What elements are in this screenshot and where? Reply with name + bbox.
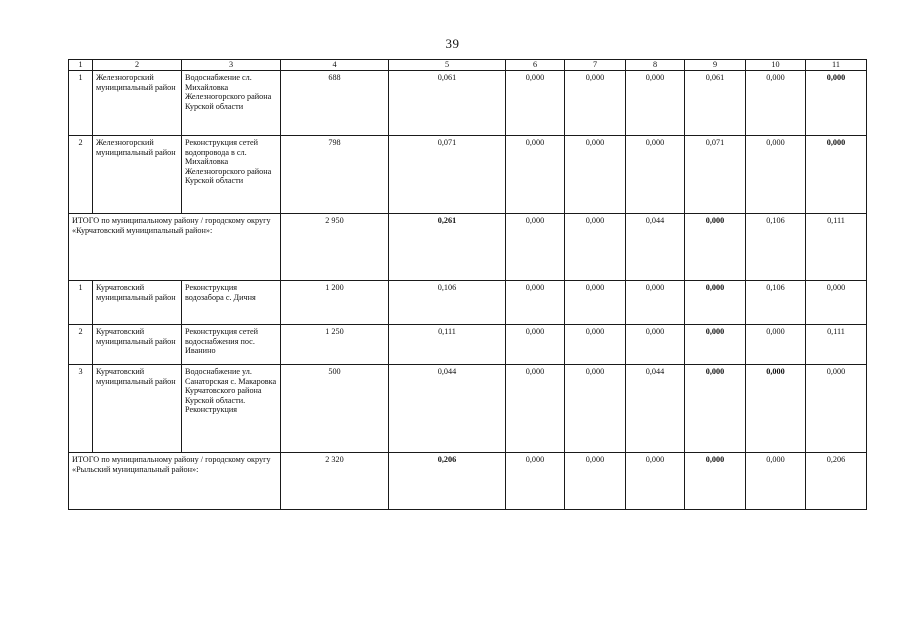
value-cell: 0,000 — [626, 325, 685, 365]
value-cell: 0,000 — [746, 71, 806, 136]
value-cell: 0,000 — [565, 214, 626, 281]
value-cell: 0,000 — [685, 214, 746, 281]
row-index: 2 — [69, 136, 93, 214]
district-cell: Курчатовский муниципальный район — [93, 325, 182, 365]
column-header: 10 — [746, 60, 806, 71]
column-header: 7 — [565, 60, 626, 71]
value-cell: 1 250 — [281, 325, 389, 365]
value-cell: 798 — [281, 136, 389, 214]
value-cell: 0,000 — [506, 365, 565, 453]
value-cell: 0,261 — [389, 214, 506, 281]
project-cell: Водоснабжение сл. Михайловка Железногорского района Курской области — [182, 71, 281, 136]
value-cell: 0,111 — [806, 214, 867, 281]
table-row — [69, 325, 867, 365]
value-cell: 0,000 — [506, 214, 565, 281]
value-cell: 0,000 — [806, 71, 867, 136]
value-cell: 0,000 — [806, 281, 867, 325]
table-row — [69, 71, 867, 136]
row-index: 2 — [69, 325, 93, 365]
funding-table — [68, 59, 867, 510]
project-cell: Реконструкция водозабора с. Дичня — [182, 281, 281, 325]
column-header: 11 — [806, 60, 867, 71]
value-cell: 0,000 — [506, 281, 565, 325]
value-cell: 0,000 — [506, 453, 565, 510]
district-cell: Курчатовский муниципальный район — [93, 365, 182, 453]
value-cell: 0,000 — [565, 71, 626, 136]
value-cell: 1 200 — [281, 281, 389, 325]
column-header: 8 — [626, 60, 685, 71]
total-label: ИТОГО по муниципальному району / городскому округу «Курчатовский муниципальный район»: — [69, 214, 281, 281]
value-cell: 0,206 — [389, 453, 506, 510]
value-cell: 0,000 — [806, 365, 867, 453]
value-cell: 0,000 — [806, 136, 867, 214]
value-cell: 0,000 — [746, 365, 806, 453]
value-cell: 0,000 — [565, 136, 626, 214]
value-cell: 0,000 — [565, 365, 626, 453]
page-number: 39 — [445, 36, 460, 51]
column-header: 4 — [281, 60, 389, 71]
row-index: 1 — [69, 281, 93, 325]
district-cell: Железногорский муниципальный район — [93, 136, 182, 214]
value-cell: 0,106 — [746, 281, 806, 325]
value-cell: 0,044 — [626, 365, 685, 453]
value-cell: 0,000 — [746, 325, 806, 365]
project-cell: Реконструкция сетей водопровода в сл. Михайловка Железногорского района Курской области — [182, 136, 281, 214]
value-cell: 0,061 — [389, 71, 506, 136]
value-cell: 0,061 — [685, 71, 746, 136]
column-header: 5 — [389, 60, 506, 71]
total-row — [69, 214, 867, 281]
value-cell: 0,071 — [389, 136, 506, 214]
value-cell: 0,044 — [626, 214, 685, 281]
project-cell: Реконструкция сетей водоснабжения пос. Иванино — [182, 325, 281, 365]
total-label: ИТОГО по муниципальному району / городскому округу «Рыльский муниципальный район»: — [69, 453, 281, 510]
value-cell: 0,000 — [626, 136, 685, 214]
value-cell: 0,000 — [626, 71, 685, 136]
value-cell: 0,044 — [389, 365, 506, 453]
value-cell: 688 — [281, 71, 389, 136]
row-index: 3 — [69, 365, 93, 453]
project-cell: Водоснабжение ул. Санаторская с. Макаровка Курчатовского района Курской области. Реконструкция — [182, 365, 281, 453]
column-header: 6 — [506, 60, 565, 71]
column-header: 2 — [93, 60, 182, 71]
column-header: 3 — [182, 60, 281, 71]
value-cell: 2 950 — [281, 214, 389, 281]
value-cell: 0,106 — [389, 281, 506, 325]
value-cell: 0,000 — [565, 453, 626, 510]
value-cell: 0,000 — [685, 281, 746, 325]
value-cell: 0,000 — [746, 136, 806, 214]
value-cell: 0,000 — [685, 453, 746, 510]
value-cell: 0,000 — [506, 325, 565, 365]
value-cell: 0,000 — [506, 71, 565, 136]
value-cell: 0,000 — [626, 281, 685, 325]
column-header: 9 — [685, 60, 746, 71]
value-cell: 0,000 — [506, 136, 565, 214]
total-row — [69, 453, 867, 510]
district-cell: Железногорский муниципальный район — [93, 71, 182, 136]
value-cell: 0,106 — [746, 214, 806, 281]
row-index: 1 — [69, 71, 93, 136]
value-cell: 0,000 — [746, 453, 806, 510]
table-row — [69, 365, 867, 453]
value-cell: 0,000 — [626, 453, 685, 510]
table-row — [69, 281, 867, 325]
district-cell: Курчатовский муниципальный район — [93, 281, 182, 325]
value-cell: 500 — [281, 365, 389, 453]
value-cell: 0,000 — [565, 281, 626, 325]
value-cell: 0,000 — [685, 365, 746, 453]
value-cell: 0,111 — [389, 325, 506, 365]
value-cell: 0,111 — [806, 325, 867, 365]
value-cell: 0,000 — [685, 325, 746, 365]
header-row — [69, 60, 867, 71]
value-cell: 2 320 — [281, 453, 389, 510]
value-cell: 0,206 — [806, 453, 867, 510]
value-cell: 0,071 — [685, 136, 746, 214]
column-header: 1 — [69, 60, 93, 71]
value-cell: 0,000 — [565, 325, 626, 365]
table-row — [69, 136, 867, 214]
